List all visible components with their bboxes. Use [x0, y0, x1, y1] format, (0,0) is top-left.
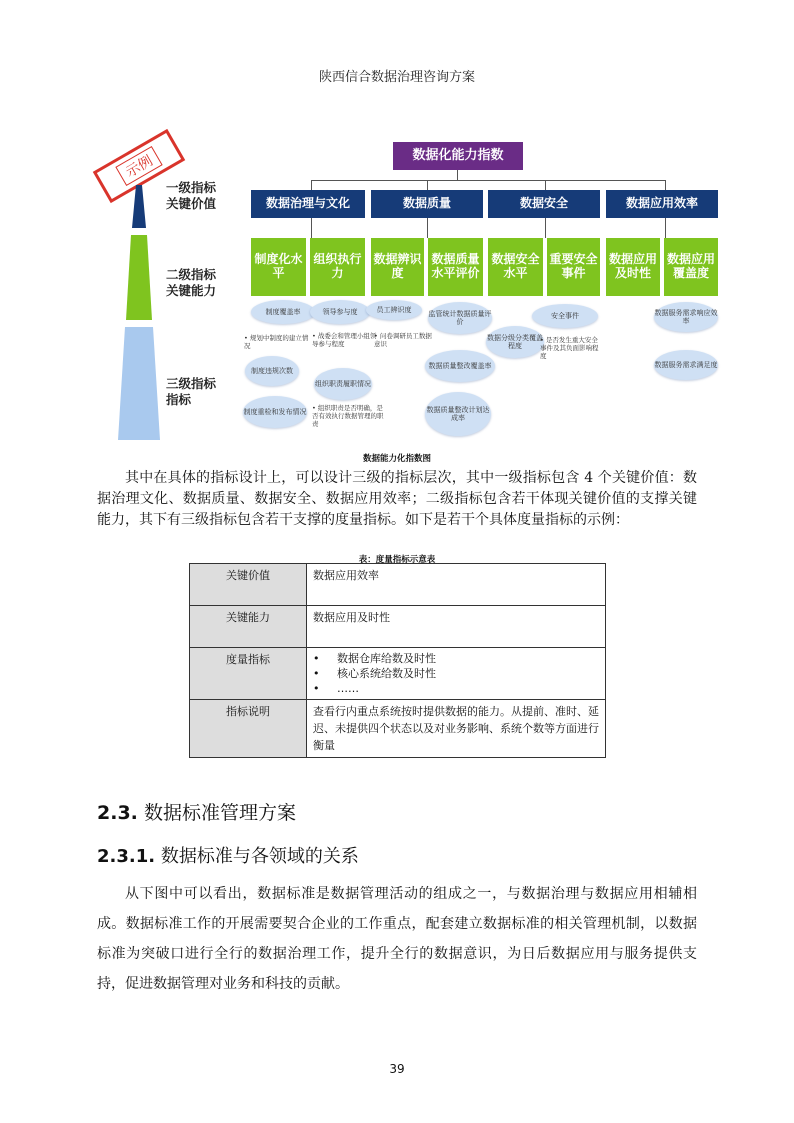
table-key-cell: 关键能力 — [190, 606, 307, 648]
connector — [427, 180, 428, 190]
paragraph-1: 其中在具体的指标设计上，可以设计三级的指标层次，其中一级指标包含 4 个关键价值：数据治理文化、数据质量、数据安全、数据应用效率；二级指标包含若干体现关键价值的支撑关键能力，其下有三级指标包含若干支撑的度量指标。如下是若干个具体度量指标的示例： — [97, 470, 697, 528]
list-item: • …… — [313, 681, 599, 696]
table-value-cell: 数据应用效率 — [307, 564, 606, 606]
level2-box: 组织执行力 — [310, 238, 365, 296]
level2-box: 制度化水平 — [251, 238, 306, 296]
connector — [545, 180, 546, 190]
level1-box: 数据治理与文化 — [251, 190, 365, 218]
metric-note: • 是否发生重大安全事件及其负面影响程度 — [540, 336, 599, 361]
pyramid-level1 — [132, 185, 146, 228]
table-key-cell: 度量指标 — [190, 648, 307, 700]
connector — [457, 170, 458, 180]
metric-list — [313, 651, 599, 696]
metric-bubble: 数据质量整改覆盖率 — [425, 350, 495, 382]
metric-bubble: 领导参与度 — [310, 300, 370, 324]
table-row — [190, 564, 606, 606]
level2-box: 数据辨识度 — [371, 238, 424, 296]
level2-box: 数据质量水平评价 — [428, 238, 483, 296]
metric-bubble: 制度覆盖率 — [251, 300, 315, 324]
list-item: • 数据仓库给数及时性 — [313, 651, 599, 666]
subsection-heading: 2.3.1. 数据标准与各领域的关系 — [97, 846, 359, 867]
connector — [311, 180, 312, 190]
metric-bubble: 安全事件 — [532, 304, 598, 328]
metric-note: • 规划中制度的建立情况 — [244, 334, 309, 351]
level3-label: 三级指标 指标 — [166, 376, 217, 408]
table-caption: 表：度量指标示意表 — [358, 555, 436, 565]
level2-box: 数据安全水平 — [488, 238, 543, 296]
pyramid-level2 — [126, 235, 152, 320]
pyramid-level3 — [118, 327, 160, 440]
level1-label: 一级指标 关键价值 — [166, 180, 217, 212]
capability-index-figure — [88, 140, 728, 450]
pyramid-graphic — [88, 140, 168, 450]
metric-bubble: 组织职责履职情况 — [314, 368, 372, 400]
connector — [545, 218, 546, 238]
metric-note: • 问卷调研员工数据意识 — [374, 332, 432, 349]
metric-note: • 战委会和管理小组领导参与程度 — [312, 332, 377, 349]
metric-bubble: 数据分级分类覆盖程度 — [486, 326, 544, 358]
table-value-cell: 数据应用及时性 — [307, 606, 606, 648]
table-key-cell: 指标说明 — [190, 700, 307, 758]
metric-bubble: 制度违规次数 — [245, 356, 299, 386]
connector — [665, 180, 666, 190]
metric-bubble: 数据服务需求响应效率 — [654, 302, 718, 332]
metric-bubble: 员工辨识度 — [366, 300, 422, 320]
metric-bubble: 监管统计数据质量评价 — [428, 302, 492, 334]
level2-box: 数据应用及时性 — [606, 238, 660, 296]
table-row — [190, 606, 606, 648]
figure-caption: 数据能力化指数图 — [362, 454, 431, 464]
connector — [665, 218, 666, 238]
metric-bubble: 数据服务需求满足度 — [654, 350, 718, 380]
level1-box: 数据质量 — [371, 190, 483, 218]
connector — [311, 180, 666, 181]
metric-bubble: 制度重检和发布情况 — [243, 396, 307, 428]
table-row — [190, 648, 606, 700]
connector — [427, 218, 428, 238]
table-value-cell: 查看行内重点系统按时提供数据的能力。从提前、准时、延迟、未提供四个状态以及对业务影响、系统个数等方面进行衡量 — [307, 700, 606, 758]
level2-box: 数据应用覆盖度 — [664, 238, 718, 296]
metric-table — [189, 563, 606, 758]
page-number: 39 — [389, 1062, 405, 1076]
table-row — [190, 700, 606, 758]
level2-box: 重要安全事件 — [547, 238, 600, 296]
list-item: • 核心系统给数及时性 — [313, 666, 599, 681]
metric-bubble: 数据质量整改计划达成率 — [425, 392, 491, 436]
top-index-box: 数据化能力指数 — [393, 142, 523, 170]
connector — [311, 218, 312, 238]
paragraph-2: 从下图中可以看出，数据标准是数据管理活动的组成之一，与数据治理与数据应用相辅相成。数据标准工作的开展需要契合企业的工作重点，配套建立数据标准的相关管理机制，以数据标准为突破口进行全行的数据治理工作，提升全行的数据意识，为日后数据应用与服务提供支持，促进数据管理对业务和科技的贡献。 — [97, 886, 697, 992]
level2-label: 二级指标 关键能力 — [166, 267, 217, 299]
page-header: 陕西信合数据治理咨询方案 — [318, 70, 475, 85]
section-heading: 2.3. 数据标准管理方案 — [97, 802, 296, 824]
table-value-cell — [307, 648, 606, 700]
table-key-cell: 关键价值 — [190, 564, 307, 606]
level1-box: 数据应用效率 — [606, 190, 718, 218]
example-stamp: 示例 — [93, 129, 185, 203]
metric-note: • 组织职责是否明确，是否有效执行数据管理的职责 — [312, 404, 384, 429]
level1-box: 数据安全 — [488, 190, 600, 218]
